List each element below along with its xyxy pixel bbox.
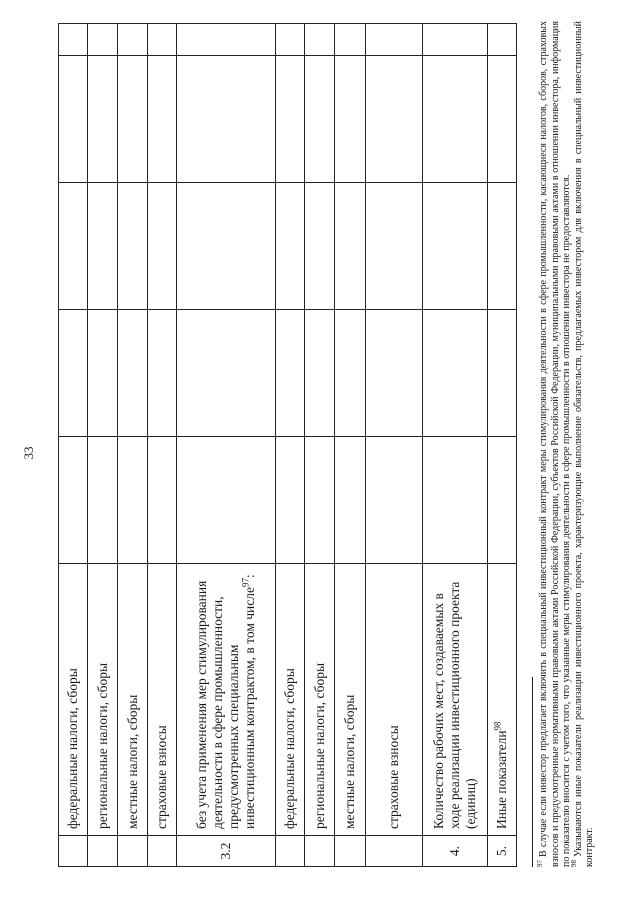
table-row [148,24,177,867]
table-row [276,24,305,867]
table-cell [177,437,276,564]
row-label: страховые взносы [148,564,177,836]
table-cell [118,24,148,56]
table-cell [423,437,488,564]
table-cell [177,310,276,437]
table-cell [148,56,177,183]
table-cell [423,183,488,310]
footnote-ref[interactable]: 98 [492,721,503,731]
table-cell [335,437,366,564]
row-number [276,836,305,867]
row-number [148,836,177,867]
table-cell [59,310,88,437]
footnote-97 [535,21,573,867]
row-label: без учета применения мер стимулирования деятельности в сфере промышленности, предусмотренных специальным инвестиционным контрактом, в том числе$^{97}$: [177,564,276,836]
table-cell [488,310,517,437]
footnote-text: Указываются иные показатели реализации инвестиционного проекта, характеризующие выполнение обязательств, предлагаемых инвестором для включения в специальный инвестиционный контракт. [572,21,596,867]
row-label: Количество рабочих мест, создаваемых в ходе реализации инвестиционного проекта (единиц) [423,564,488,836]
footnotes [535,21,596,867]
table-cell [366,56,423,183]
table-cell [335,183,366,310]
row-label: страховые взносы [366,564,423,836]
table-cell [59,437,88,564]
table-cell [335,310,366,437]
row-number [59,836,88,867]
table-cell [148,437,177,564]
table-cell [88,437,118,564]
row-number [305,836,335,867]
row-label: федеральные налоги, сборы [276,564,305,836]
page-number: 33 [21,446,36,460]
table-row [177,24,276,867]
row-number [366,836,423,867]
footnote-divider [532,677,533,867]
table-cell [148,310,177,437]
table-cell [488,24,517,56]
table-cell [366,183,423,310]
row-label: региональные налоги, сборы [88,564,118,836]
table-cell [305,183,335,310]
indicators-table [58,23,517,867]
table-row [118,24,148,867]
table-cell [423,310,488,437]
table-cell [177,56,276,183]
row-label: Иные показатели$^{98}$ [488,564,517,836]
table-cell [118,56,148,183]
table-cell [276,56,305,183]
table-cell [423,56,488,183]
footnote-ref[interactable]: 97 [240,578,251,587]
table-cell [488,437,517,564]
table-row [366,24,423,867]
table-cell [366,437,423,564]
row-number [118,836,148,867]
table-cell [276,24,305,56]
table-cell [118,183,148,310]
table-cell [335,56,366,183]
footnote-text: В случае если инвестор предлагает включить в специальный инвестиционный контракт меры стимулирования деятельности в сфере промышленности, касающиеся налогов, сборов, страховых взносов и предусмотренные нормативными правовыми актами Российской Федерации, субъектов Российской Федерации, муниципальными правовыми актами в отношении инвестора, информация по показателю вносится с учетом того, что указанные меры стимулирования деятельности в сфере промышленности в отношении инвестора не предоставляются. [538,21,573,867]
row-label: федеральные налоги, сборы [59,564,88,836]
table-cell [305,310,335,437]
table-cell [59,56,88,183]
row-number [88,836,118,867]
table-cell [59,24,88,56]
table-cell [305,437,335,564]
table-cell [88,24,118,56]
table-cell [276,183,305,310]
table-row [488,24,517,867]
table-row [88,24,118,867]
row-number [335,836,366,867]
table-cell [59,183,88,310]
row-number: 3.2 [177,836,276,867]
footnote-mark: 98 [570,860,579,867]
table-row [305,24,335,867]
table-cell [148,24,177,56]
footnote-98 [570,21,596,867]
table-row [423,24,488,867]
table-cell [305,56,335,183]
row-number: 4. [423,836,488,867]
table-cell [366,24,423,56]
row-number: 5. [488,836,517,867]
table-cell [88,310,118,437]
table-cell [305,24,335,56]
table-cell [488,56,517,183]
row-label: местные налоги, сборы [335,564,366,836]
table-row [59,24,88,867]
table-cell [488,183,517,310]
table-cell [276,310,305,437]
table-cell [335,24,366,56]
table-cell [88,183,118,310]
footnote-mark: 97 [535,860,544,867]
table-cell [148,183,177,310]
table-cell [177,183,276,310]
table-cell [177,24,276,56]
row-label: региональные налоги, сборы [305,564,335,836]
table-cell [276,437,305,564]
table-cell [423,24,488,56]
table-cell [118,437,148,564]
row-label: местные налоги, сборы [118,564,148,836]
table-row [335,24,366,867]
table-cell [88,56,118,183]
table-cell [118,310,148,437]
table-cell [366,310,423,437]
